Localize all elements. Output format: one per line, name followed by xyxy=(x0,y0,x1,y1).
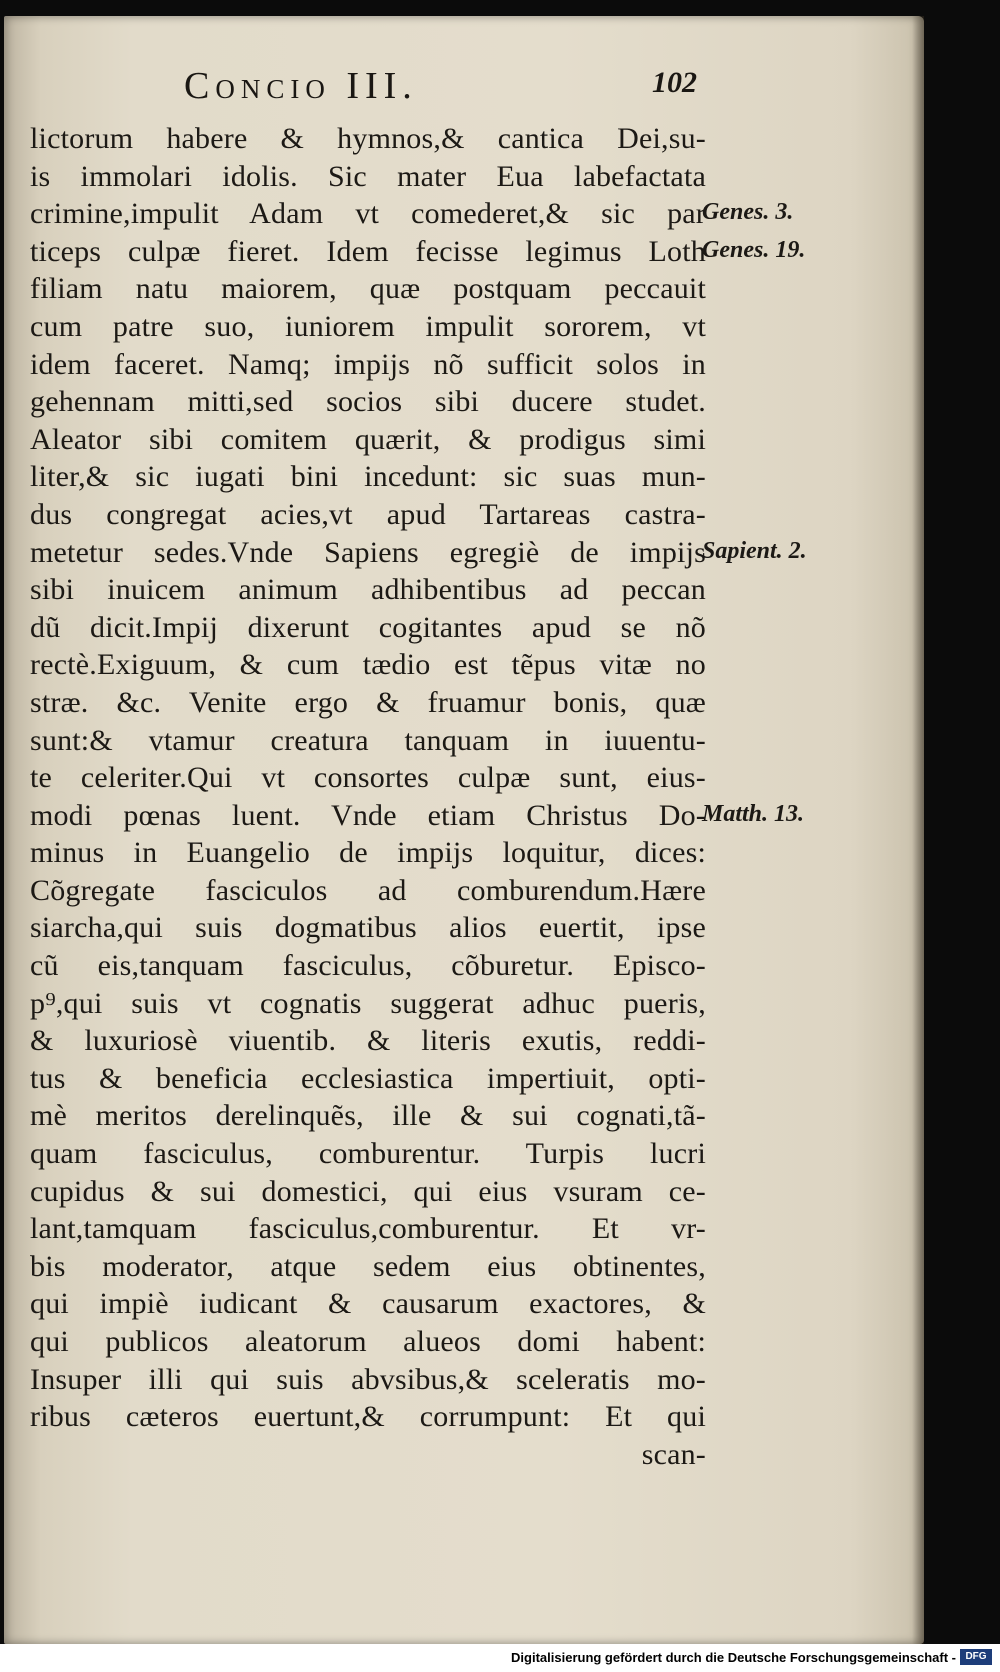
text-line: qui impiè iudicant & causarum exactores, & xyxy=(30,1287,706,1321)
text-line: mè meritos derelinquẽs, ille & sui cognati,tã- xyxy=(30,1099,706,1133)
text-line: filiam natu maiorem, quæ postquam peccauit xyxy=(30,272,706,306)
text-line: dũ dicit.Impij dixerunt cogitantes apud se nõ xyxy=(30,610,706,644)
main-text-block xyxy=(30,120,706,1473)
text-line: metetur sedes.Vnde Sapiens egregiè de impijs xyxy=(30,535,706,569)
text-line: te celeriter.Qui vt consortes culpæ sunt, eius- xyxy=(30,761,706,795)
text-line: bis moderator, atque sedem eius obtinentes, xyxy=(30,1249,706,1283)
text-line: lant,tamquam fasciculus,comburentur. Et vr- xyxy=(30,1212,706,1246)
text-line: stræ. &c. Venite ergo & fruamur bonis, quæ xyxy=(30,685,706,719)
text-line: sibi inuicem animum adhibentibus ad peccan xyxy=(30,573,706,607)
text-line: liter,& sic iugati bini incedunt: sic suas mun- xyxy=(30,460,706,494)
text-line: dus congregat acies,vt apud Tartareas castra- xyxy=(30,497,706,531)
text-line: rectè.Exiguum, & cum tædio est tẽpus vitæ no xyxy=(30,648,706,682)
text-line: cũ eis,tanquam fasciculus, cõburetur. Episco- xyxy=(30,949,706,983)
text-line: is immolari idolis. Sic mater Eua labefactata xyxy=(30,159,706,193)
margin-note: Genes. 19. xyxy=(702,236,806,263)
margin-note: Sapient. 2. xyxy=(702,537,807,564)
digitization-footer xyxy=(0,1644,1000,1672)
text-line: modi pœnas luent. Vnde etiam Christus Do- xyxy=(30,798,706,832)
page-number: 102 xyxy=(652,66,697,99)
text-line: ticeps culpæ fieret. Idem fecisse legimus Loth xyxy=(30,234,706,268)
book-page xyxy=(4,16,924,1644)
text-line: & luxuriosè viuentib. & literis exutis, reddi- xyxy=(30,1024,706,1058)
text-line: ribus cæteros euertunt,& corrumpunt: Et qui xyxy=(30,1400,706,1434)
page-edge-shadow xyxy=(912,16,924,1644)
text-line: qui publicos aleatorum alueos domi habent: xyxy=(30,1325,706,1358)
text-line: scan- xyxy=(641,1437,706,1471)
text-line: tus & beneficia ecclesiastica impertiuit, opti- xyxy=(30,1061,706,1095)
text-line: cum patre suo, iuniorem impulit sororem, vt xyxy=(30,309,706,343)
text-line: siarcha,qui suis dogmatibus alios euertit, ipse xyxy=(30,911,706,945)
text-line: quam fasciculus, comburentur. Turpis lucri xyxy=(30,1137,706,1171)
text-line: Aleator sibi comitem quærit, & prodigus simi xyxy=(30,422,706,456)
text-line: crimine,impulit Adam vt comederet,& sic par xyxy=(30,197,706,231)
funding-credit: Digitalisierung gefördert durch die Deutsche Forschungsgemeinschaft - xyxy=(511,1650,956,1665)
text-line: sunt:& vtamur creatura tanquam in iuuentu- xyxy=(30,723,706,757)
text-line: p⁹,qui suis vt cognatis suggerat adhuc pueris, xyxy=(30,986,706,1020)
text-line: Cõgregate fasciculos ad comburendum.Hære xyxy=(30,873,706,907)
margin-note: Genes. 3. xyxy=(702,199,794,226)
running-head-title: Concio III. xyxy=(184,65,418,107)
text-line: Insuper illi qui suis abvsibus,& sceleratis mo- xyxy=(30,1362,706,1396)
margin-note: Matth. 13. xyxy=(702,800,805,827)
text-line: minus in Euangelio de impijs loquitur, dices: xyxy=(30,836,706,870)
text-line: cupidus & sui domestici, qui eius vsuram ce- xyxy=(30,1174,706,1208)
dfg-logo: DFG xyxy=(960,1649,992,1665)
text-line: lictorum habere & hymnos,& cantica Dei,su- xyxy=(30,122,706,155)
text-line: idem faceret. Namq; impijs nõ sufficit solos in xyxy=(30,347,706,381)
text-line: gehennam mitti,sed socios sibi ducere studet. xyxy=(30,385,706,419)
